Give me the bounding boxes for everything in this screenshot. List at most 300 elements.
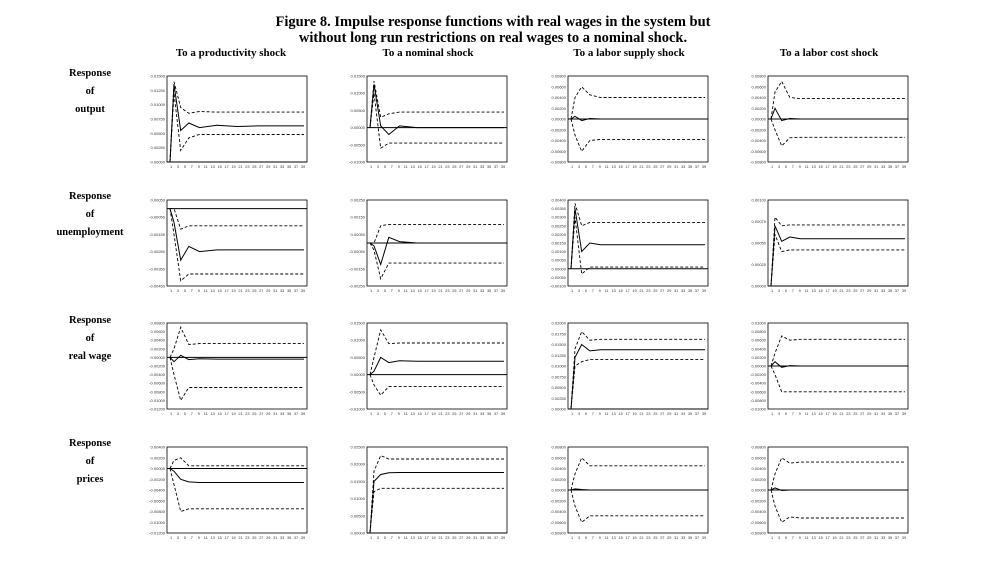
y-tick-label: 0.02000 [551, 320, 566, 326]
x-tick-label: 33 [681, 536, 686, 540]
x-tick-label: 15 [618, 536, 623, 540]
y-tick-label: 0.00800 [551, 444, 566, 450]
x-tick-label: 13 [811, 536, 816, 540]
x-tick-label: 39 [300, 289, 306, 293]
x-tick-label: 19 [231, 165, 236, 169]
x-tick-label: 9 [397, 165, 400, 169]
x-tick-label: 7 [791, 165, 794, 169]
x-tick-label: 35 [887, 412, 893, 416]
y-tick-label: -0.00400 [550, 138, 566, 143]
x-tick-label: 25 [252, 289, 257, 293]
x-tick-label: 23 [646, 289, 651, 293]
row-label-real-wage-line3: real wage [68, 351, 112, 362]
x-tick-label: 29 [466, 412, 471, 416]
y-tick-label: -0.00600 [550, 148, 566, 154]
x-tick-label: 25 [252, 165, 257, 169]
x-tick-label: 5 [584, 412, 587, 416]
x-tick-label: 29 [867, 536, 872, 540]
x-tick-label: 33 [280, 165, 285, 169]
x-tick-label: 13 [410, 412, 415, 416]
x-tick-label: 7 [791, 536, 794, 540]
y-tick-label: 0.01500 [350, 73, 365, 79]
x-tick-label: 19 [431, 165, 436, 169]
x-tick-label: 7 [390, 165, 393, 169]
x-tick-label: 21 [839, 412, 844, 416]
x-tick-label: 23 [646, 536, 651, 540]
x-tick-label: 11 [203, 289, 208, 293]
irf-panel [750, 74, 908, 170]
x-tick-label: 25 [853, 536, 858, 540]
x-tick-label: 21 [238, 289, 243, 293]
x-tick-label: 1 [770, 289, 774, 293]
y-tick-label: 0.00200 [751, 354, 766, 360]
y-tick-label: 0.01500 [551, 342, 566, 347]
x-tick-label: 11 [804, 165, 809, 169]
x-tick-label: 15 [217, 536, 222, 540]
irf-panel [552, 321, 708, 417]
x-tick-label: 39 [901, 289, 907, 293]
x-tick-label: 15 [417, 536, 422, 540]
plot-frame [167, 76, 307, 162]
x-tick-label: 5 [784, 536, 787, 540]
x-tick-label: 37 [293, 289, 299, 293]
x-tick-label: 1 [770, 412, 774, 416]
x-tick-label: 1 [169, 289, 173, 293]
y-tick-label: 0.00050 [751, 240, 766, 246]
row-label-unemployment-line1: Response [68, 191, 111, 202]
x-tick-label: 5 [383, 165, 386, 169]
x-tick-label: 1 [570, 165, 574, 169]
x-tick-label: 5 [183, 412, 186, 416]
x-tick-label: 17 [625, 165, 630, 169]
y-tick-label: -0.00350 [149, 266, 165, 272]
x-tick-label: 25 [452, 165, 457, 169]
x-tick-label: 37 [894, 165, 900, 169]
x-tick-label: 25 [653, 412, 658, 416]
y-tick-label: 0.00000 [551, 116, 566, 122]
x-tick-label: 29 [867, 412, 872, 416]
x-tick-label: 37 [493, 412, 499, 416]
x-tick-label: 23 [445, 412, 450, 416]
x-tick-label: 11 [403, 412, 408, 416]
x-tick-label: 27 [459, 412, 464, 416]
irf-panel [550, 445, 708, 541]
x-tick-label: 1 [369, 536, 373, 540]
y-tick-label: 0.00000 [350, 125, 365, 131]
x-tick-label: 13 [410, 536, 415, 540]
y-tick-label: 0.00600 [150, 329, 165, 335]
y-tick-label: -0.00800 [750, 397, 766, 403]
x-tick-label: 19 [832, 536, 837, 540]
x-tick-label: 17 [224, 289, 229, 293]
x-tick-label: 29 [466, 289, 471, 293]
x-tick-label: 7 [190, 165, 193, 169]
x-tick-label: 1 [770, 536, 774, 540]
y-tick-label: -0.00600 [149, 498, 165, 504]
x-tick-label: 13 [210, 536, 215, 540]
y-tick-label: -0.00500 [349, 389, 365, 395]
x-tick-label: 27 [660, 289, 665, 293]
plot-frame [768, 200, 908, 286]
y-tick-label: 0.00075 [751, 219, 766, 224]
y-tick-label: -0.00400 [149, 487, 165, 493]
y-tick-label: -0.00450 [149, 283, 165, 289]
x-tick-label: 3 [376, 536, 380, 540]
y-tick-label: 0.02000 [350, 461, 365, 467]
x-tick-label: 35 [286, 165, 292, 169]
x-tick-label: 39 [901, 165, 907, 169]
y-tick-label: 0.00350 [551, 206, 566, 212]
y-tick-label: 0.00200 [551, 231, 566, 237]
x-tick-label: 35 [687, 289, 693, 293]
x-tick-label: 9 [397, 412, 400, 416]
x-tick-label: 7 [190, 289, 193, 293]
x-tick-label: 21 [238, 165, 243, 169]
x-tick-label: 37 [894, 536, 900, 540]
x-tick-label: 21 [238, 536, 243, 540]
x-tick-label: 5 [584, 165, 587, 169]
y-tick-label: -0.00400 [550, 509, 566, 514]
x-tick-label: 9 [197, 289, 200, 293]
x-tick-label: 17 [224, 412, 229, 416]
x-tick-label: 29 [266, 536, 271, 540]
x-tick-label: 9 [598, 289, 601, 293]
x-tick-label: 17 [625, 536, 630, 540]
y-tick-label: 0.00000 [751, 487, 766, 493]
y-tick-label: 0.01500 [350, 320, 365, 326]
x-tick-label: 33 [881, 289, 886, 293]
y-tick-label: 0.00250 [551, 223, 566, 229]
x-tick-label: 39 [300, 536, 306, 540]
x-tick-label: 23 [245, 289, 250, 293]
irf-panel [750, 445, 908, 541]
x-tick-label: 31 [874, 165, 879, 169]
x-tick-label: 23 [846, 412, 851, 416]
plot-frame [568, 323, 708, 409]
x-tick-label: 35 [687, 412, 693, 416]
x-tick-label: 35 [286, 536, 292, 540]
x-tick-label: 25 [252, 536, 257, 540]
x-tick-label: 25 [452, 536, 457, 540]
x-tick-label: 17 [825, 412, 830, 416]
x-tick-label: 13 [611, 412, 616, 416]
row-label-prices-line3: prices [76, 474, 104, 485]
x-tick-label: 21 [639, 412, 644, 416]
row-label-real-wage-line2: of [85, 333, 95, 344]
irf-panel [149, 445, 307, 541]
x-tick-label: 25 [853, 412, 858, 416]
x-tick-label: 29 [867, 165, 872, 169]
plot-frame [367, 447, 507, 533]
x-tick-label: 15 [618, 165, 623, 169]
x-tick-label: 33 [280, 536, 285, 540]
x-tick-label: 9 [197, 412, 200, 416]
x-tick-label: 21 [639, 536, 644, 540]
x-tick-label: 31 [874, 412, 879, 416]
x-tick-label: 15 [217, 412, 222, 416]
x-tick-label: 3 [376, 289, 380, 293]
x-tick-label: 35 [486, 165, 492, 169]
irf-panel [550, 74, 708, 170]
x-tick-label: 27 [860, 289, 865, 293]
x-tick-label: 33 [280, 412, 285, 416]
x-tick-label: 15 [818, 412, 823, 416]
y-tick-label: 0.00000 [751, 116, 766, 122]
x-tick-label: 29 [266, 165, 271, 169]
row-label-unemployment-line3: unemployment [56, 227, 124, 238]
irf-panel [750, 321, 908, 417]
y-tick-label: -0.00800 [149, 389, 165, 395]
y-tick-label: 0.00500 [350, 513, 365, 519]
x-tick-label: 37 [694, 536, 700, 540]
x-tick-label: 19 [231, 536, 236, 540]
y-tick-label: 0.00400 [551, 466, 566, 471]
x-tick-label: 23 [846, 289, 851, 293]
x-tick-label: 31 [874, 289, 879, 293]
y-tick-label: -0.00400 [750, 380, 766, 386]
plot-frame [167, 200, 307, 286]
x-tick-label: 27 [660, 165, 665, 169]
y-tick-label: 0.00000 [751, 283, 766, 289]
column-header-labor-supply: To a labor supply shock [573, 47, 685, 59]
irf-panel [349, 321, 507, 417]
y-tick-label: 0.00500 [350, 354, 365, 360]
x-tick-label: 31 [674, 536, 679, 540]
x-tick-label: 1 [570, 536, 574, 540]
y-tick-label: 0.01000 [350, 337, 365, 343]
column-header-nominal: To a nominal shock [382, 47, 474, 59]
x-tick-label: 25 [452, 412, 457, 416]
x-tick-label: 39 [500, 289, 506, 293]
irf-panel [351, 445, 507, 541]
y-tick-label: -0.00500 [349, 142, 365, 148]
x-tick-label: 5 [383, 289, 386, 293]
x-tick-label: 21 [438, 536, 443, 540]
x-tick-label: 9 [397, 536, 400, 540]
x-tick-label: 27 [259, 536, 264, 540]
row-label-prices-line2: of [85, 456, 95, 467]
x-tick-label: 31 [473, 412, 478, 416]
x-tick-label: 7 [591, 536, 594, 540]
x-tick-label: 35 [486, 289, 492, 293]
y-tick-label: 0.00600 [551, 455, 566, 461]
x-tick-label: 25 [853, 289, 858, 293]
x-tick-label: 15 [818, 289, 823, 293]
x-tick-label: 39 [901, 412, 907, 416]
x-tick-label: 1 [770, 165, 774, 169]
x-tick-label: 13 [611, 165, 616, 169]
x-tick-label: 39 [500, 165, 506, 169]
x-tick-label: 11 [203, 536, 208, 540]
y-tick-label: -0.00600 [550, 519, 566, 525]
x-tick-label: 39 [701, 412, 707, 416]
x-tick-label: 5 [784, 412, 787, 416]
x-tick-label: 39 [701, 289, 707, 293]
y-tick-label: -0.00050 [149, 214, 165, 220]
x-tick-label: 33 [480, 289, 485, 293]
x-tick-label: 35 [687, 165, 693, 169]
y-tick-label: 0.00200 [150, 455, 165, 461]
y-tick-label: -0.00600 [750, 519, 766, 525]
x-tick-label: 13 [811, 412, 816, 416]
x-tick-label: 19 [431, 412, 436, 416]
x-tick-label: 1 [570, 412, 574, 416]
y-tick-label: 0.00250 [350, 197, 365, 203]
x-tick-label: 15 [618, 412, 623, 416]
x-tick-label: 17 [424, 536, 429, 540]
x-tick-label: 13 [410, 165, 415, 169]
x-tick-label: 33 [480, 165, 485, 169]
x-tick-label: 11 [604, 289, 609, 293]
x-tick-label: 3 [777, 289, 781, 293]
x-tick-label: 39 [701, 165, 707, 169]
x-tick-label: 3 [577, 165, 581, 169]
x-tick-label: 11 [804, 536, 809, 540]
x-tick-label: 35 [887, 165, 893, 169]
x-tick-label: 11 [604, 536, 609, 540]
x-tick-label: 17 [424, 165, 429, 169]
x-tick-label: 1 [570, 289, 574, 293]
x-tick-label: 17 [825, 289, 830, 293]
x-tick-label: 23 [245, 165, 250, 169]
x-tick-label: 5 [383, 412, 386, 416]
plot-frame [167, 447, 307, 533]
x-tick-label: 37 [894, 289, 900, 293]
y-tick-label: -0.00600 [750, 148, 766, 154]
x-tick-label: 33 [681, 165, 686, 169]
x-tick-label: 31 [874, 536, 879, 540]
y-tick-label: 0.00400 [751, 346, 766, 352]
y-tick-label: -0.00200 [149, 363, 165, 369]
x-tick-label: 27 [860, 536, 865, 540]
x-tick-label: 23 [646, 412, 651, 416]
x-tick-label: 13 [210, 289, 215, 293]
y-tick-label: -0.01000 [349, 406, 365, 412]
y-tick-label: -0.00800 [149, 509, 165, 514]
x-tick-label: 17 [825, 165, 830, 169]
x-tick-label: 33 [480, 536, 485, 540]
figure-title-line-1: Figure 8. Impulse response functions with real wages in the system but [275, 14, 711, 30]
x-tick-label: 29 [667, 165, 672, 169]
plot-frame [167, 323, 307, 409]
x-tick-label: 7 [791, 412, 794, 416]
x-tick-label: 1 [169, 412, 173, 416]
plot-frame [367, 76, 507, 162]
x-tick-label: 31 [473, 165, 478, 169]
x-tick-label: 29 [266, 289, 271, 293]
x-tick-label: 39 [300, 165, 306, 169]
y-tick-label: 0.00200 [150, 346, 165, 352]
x-tick-label: 31 [674, 412, 679, 416]
row-label-output-line1: Response [68, 68, 111, 79]
y-tick-label: 0.00050 [551, 257, 566, 263]
y-tick-label: 0.01000 [150, 102, 165, 108]
x-tick-label: 37 [694, 412, 700, 416]
y-tick-label: 0.01000 [350, 90, 365, 96]
x-tick-label: 21 [639, 289, 644, 293]
y-tick-label: 0.00400 [150, 337, 165, 343]
y-tick-label: -0.00400 [750, 138, 766, 143]
x-tick-label: 35 [887, 536, 893, 540]
x-tick-label: 9 [197, 536, 200, 540]
y-tick-label: 0.00800 [751, 444, 766, 450]
x-tick-label: 27 [860, 412, 865, 416]
column-header-productivity: To a productivity shock [175, 47, 287, 59]
y-tick-label: -0.00050 [550, 274, 566, 280]
x-tick-label: 31 [273, 165, 278, 169]
x-tick-label: 27 [259, 289, 264, 293]
x-tick-label: 5 [183, 536, 186, 540]
x-tick-label: 29 [266, 412, 271, 416]
x-tick-label: 1 [369, 289, 373, 293]
x-tick-label: 25 [653, 165, 658, 169]
x-tick-label: 31 [273, 412, 278, 416]
x-tick-label: 15 [618, 289, 623, 293]
x-tick-label: 5 [183, 165, 186, 169]
x-tick-label: 31 [273, 536, 278, 540]
y-tick-label: -0.00600 [750, 389, 766, 395]
y-tick-label: -0.00200 [550, 127, 566, 133]
x-tick-label: 9 [197, 165, 200, 169]
y-tick-label: 0.01500 [350, 478, 365, 484]
y-tick-label: 0.00000 [551, 266, 566, 272]
x-tick-label: 7 [591, 412, 594, 416]
row-label-output-line3: output [75, 104, 105, 115]
y-tick-label: -0.00200 [750, 127, 766, 133]
x-tick-label: 19 [431, 289, 436, 293]
x-tick-label: 21 [639, 165, 644, 169]
x-tick-label: 39 [901, 536, 907, 540]
x-tick-label: 9 [598, 536, 601, 540]
x-tick-label: 19 [632, 165, 637, 169]
y-tick-label: 0.01750 [551, 331, 566, 337]
x-tick-label: 27 [459, 536, 464, 540]
y-tick-label: -0.01000 [750, 406, 766, 412]
x-tick-label: 23 [646, 165, 651, 169]
y-tick-label: 0.00200 [551, 105, 566, 111]
y-tick-label: -0.00400 [149, 372, 165, 378]
x-tick-label: 3 [577, 289, 581, 293]
x-tick-label: 23 [445, 289, 450, 293]
x-tick-label: 31 [473, 289, 478, 293]
x-tick-label: 11 [604, 165, 609, 169]
x-tick-label: 7 [390, 412, 393, 416]
y-tick-label: 0.00500 [551, 385, 566, 390]
x-tick-label: 13 [410, 289, 415, 293]
y-tick-label: 0.02500 [350, 444, 365, 450]
y-tick-label: 0.00050 [150, 197, 165, 203]
x-tick-label: 37 [293, 165, 299, 169]
x-tick-label: 37 [694, 165, 700, 169]
x-tick-label: 11 [203, 412, 208, 416]
x-tick-label: 23 [445, 536, 450, 540]
x-tick-label: 35 [887, 289, 893, 293]
y-tick-label: 0.00050 [350, 231, 365, 237]
irf-panel [349, 74, 507, 170]
x-tick-label: 35 [687, 536, 693, 540]
x-tick-label: 27 [660, 536, 665, 540]
x-tick-label: 15 [417, 289, 422, 293]
y-tick-label: 0.00150 [350, 214, 365, 220]
x-tick-label: 21 [839, 165, 844, 169]
x-tick-label: 29 [466, 536, 471, 540]
y-tick-label: -0.00800 [750, 159, 766, 165]
x-tick-label: 3 [376, 412, 380, 416]
x-tick-label: 19 [832, 412, 837, 416]
y-tick-label: 0.00500 [350, 107, 365, 113]
y-tick-label: -0.00200 [750, 498, 766, 504]
x-tick-label: 15 [818, 165, 823, 169]
